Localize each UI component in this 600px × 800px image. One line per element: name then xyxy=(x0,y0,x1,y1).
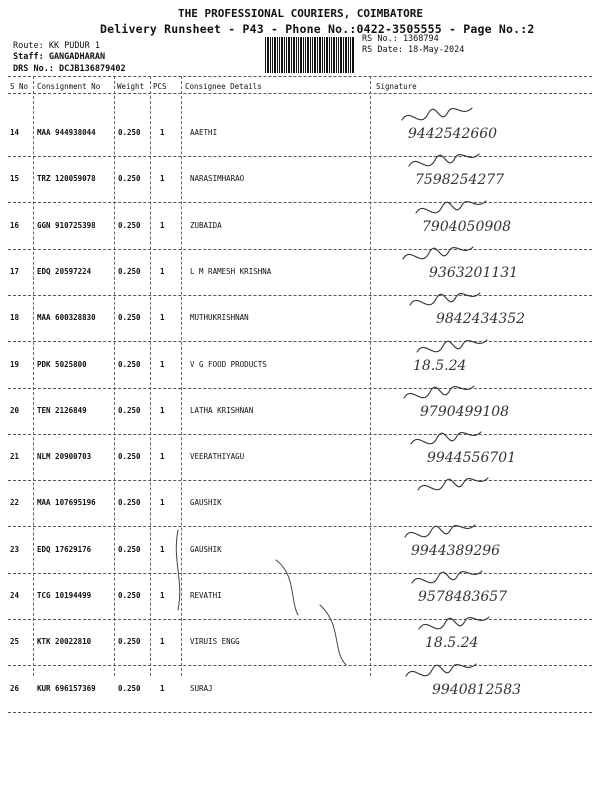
row-consignee-name: VIRUIS ENGG xyxy=(190,637,240,647)
row-weight: 0.250 xyxy=(118,405,141,415)
signature-handwriting xyxy=(362,328,592,376)
signature-phone-note: 9442542660 xyxy=(408,126,498,142)
row-sno: 23 xyxy=(10,544,20,554)
row-sno: 22 xyxy=(10,498,20,508)
signature-handwriting xyxy=(362,281,592,329)
row-consignment-number: PDK 5025800 xyxy=(37,359,87,369)
row-pcs: 1 xyxy=(160,405,165,415)
signature-phone-note: 9790499108 xyxy=(420,403,510,420)
row-consignee-name: NARASIMHARAO xyxy=(190,174,245,184)
row-consignee-name: VEERATHIYAGU xyxy=(190,452,245,462)
row-weight: 0.250 xyxy=(118,498,141,508)
row-sno: 15 xyxy=(10,174,20,184)
row-sno: 16 xyxy=(10,220,20,230)
drs-number: DRS No.: DCJB136879402 xyxy=(13,64,126,74)
row-consignment-number: NLM 20900703 xyxy=(37,452,92,462)
signature-phone-note: 9940812583 xyxy=(432,681,522,698)
signature-handwriting xyxy=(362,374,592,422)
row-weight: 0.250 xyxy=(118,591,141,600)
row-consignee-name: V G FOOD PRODUCTS xyxy=(190,359,267,369)
row-pcs: 1 xyxy=(160,266,165,276)
row-pcs: 1 xyxy=(160,128,165,137)
row-pcs: 1 xyxy=(160,452,165,462)
signature-phone-note: 7598254277 xyxy=(415,172,505,189)
row-weight: 0.250 xyxy=(118,266,141,276)
row-consignee-name: ZUBAIDA xyxy=(190,220,222,230)
column-header-weight: Weight xyxy=(117,82,145,91)
row-pcs: 1 xyxy=(160,220,165,230)
row-consignee-name: GAUSHIK xyxy=(190,498,222,508)
signature-phone-note: 18.5.24 xyxy=(425,635,479,652)
row-sno: 17 xyxy=(10,266,20,276)
row-consignment-number: TRZ 120059078 xyxy=(37,174,96,184)
signature-handwriting xyxy=(362,96,592,144)
signature-handwriting xyxy=(362,652,592,700)
row-weight: 0.250 xyxy=(118,220,141,230)
signature-handwriting xyxy=(362,189,592,237)
row-consignment-number: TEN 2126849 xyxy=(37,405,87,415)
signature-handwriting xyxy=(362,559,592,607)
row-consignee-name: MUTHUKRISHNAN xyxy=(190,313,249,323)
row-consignee-name: LATHA KRISHNAN xyxy=(190,405,254,415)
column-divider xyxy=(181,76,182,676)
column-header-details: Consignee Details xyxy=(185,82,262,91)
row-sno: 25 xyxy=(10,637,20,647)
route-label: Route: KK PUDUR 1 xyxy=(13,41,100,51)
signature-handwriting xyxy=(362,605,592,653)
row-weight: 0.250 xyxy=(118,174,141,184)
row-consignee-name: SURAJ xyxy=(190,683,213,693)
row-consignment-number: TCG 10194499 xyxy=(37,591,92,600)
column-divider xyxy=(33,76,34,676)
row-consignee-name: AAETHI xyxy=(190,128,218,137)
row-consignee-name: GAUSHIK xyxy=(190,544,222,554)
row-sno: 19 xyxy=(10,359,20,369)
row-pcs: 1 xyxy=(160,313,165,323)
column-header-consignment: Consignment No xyxy=(37,82,101,91)
row-pcs: 1 xyxy=(160,174,165,184)
row-weight: 0.250 xyxy=(118,637,141,647)
column-header-sno: S No xyxy=(10,82,29,91)
signature-handwriting xyxy=(362,466,592,514)
row-pcs: 1 xyxy=(160,637,165,647)
row-weight: 0.250 xyxy=(118,128,141,137)
row-pcs: 1 xyxy=(160,359,165,369)
signature-phone-note: 9842434352 xyxy=(436,311,526,328)
row-consignee-name: L M RAMESH KRISHNA xyxy=(190,266,272,276)
row-consignment-number: EDQ 17629176 xyxy=(37,544,92,554)
staff-label: Staff: GANGADHARAN xyxy=(13,52,106,62)
signature-phone-note: 7904050908 xyxy=(422,218,512,235)
header-top-rule xyxy=(8,76,592,77)
signature-phone-note: 9363201131 xyxy=(429,264,519,281)
company-title: THE PROFESSIONAL COURIERS, COIMBATORE xyxy=(178,7,424,20)
row-weight: 0.250 xyxy=(118,452,141,462)
signature-phone-note: 9944389296 xyxy=(411,542,501,559)
row-separator xyxy=(8,712,592,713)
row-sno: 20 xyxy=(10,405,20,415)
signature-phone-note: 9944556701 xyxy=(427,450,517,467)
row-pcs: 1 xyxy=(160,591,165,600)
row-consignment-number: MAA 600328830 xyxy=(37,313,96,323)
row-consignment-number: GGN 910725398 xyxy=(37,220,96,230)
pen-scribble-mark xyxy=(170,490,370,690)
row-weight: 0.250 xyxy=(118,313,141,323)
rs-date: RS Date: 18-May-2024 xyxy=(362,45,465,55)
column-header-pcs: PCS xyxy=(153,82,167,91)
row-sno: 21 xyxy=(10,452,20,462)
row-weight: 0.250 xyxy=(118,683,141,693)
signature-phone-note: 18.5.24 xyxy=(413,357,467,374)
row-sno: 18 xyxy=(10,313,20,323)
row-pcs: 1 xyxy=(160,683,165,693)
row-consignment-number: EDQ 20597224 xyxy=(37,266,92,276)
signature-handwriting xyxy=(362,513,592,561)
column-divider xyxy=(150,76,151,676)
row-sno: 26 xyxy=(10,683,20,693)
rs-number: RS No.: 1368794 xyxy=(362,34,439,44)
row-consignment-number: MAA 944938044 xyxy=(37,128,96,137)
signature-phone-note: 9578483657 xyxy=(418,589,508,605)
row-weight: 0.250 xyxy=(118,544,141,554)
header-bottom-rule xyxy=(8,93,592,94)
row-consignment-number: KUR 696157369 xyxy=(37,683,96,693)
row-pcs: 1 xyxy=(160,544,165,554)
signature-handwriting xyxy=(362,142,592,190)
signature-handwriting xyxy=(362,420,592,468)
row-consignee-name: REVATHI xyxy=(190,591,222,600)
row-consignment-number: KTK 20022810 xyxy=(37,637,92,647)
column-header-signature: Signature xyxy=(376,82,417,91)
row-sno: 24 xyxy=(10,591,20,600)
column-divider xyxy=(114,76,115,676)
barcode xyxy=(264,37,356,73)
row-pcs: 1 xyxy=(160,498,165,508)
row-weight: 0.250 xyxy=(118,359,141,369)
row-consignment-number: MAA 107695196 xyxy=(37,498,96,508)
signature-handwriting xyxy=(362,235,592,283)
row-sno: 14 xyxy=(10,128,20,137)
runsheet-subtitle: Delivery Runsheet - P43 - Phone No.:0422-3505555 - Page No.:2 xyxy=(100,22,535,36)
